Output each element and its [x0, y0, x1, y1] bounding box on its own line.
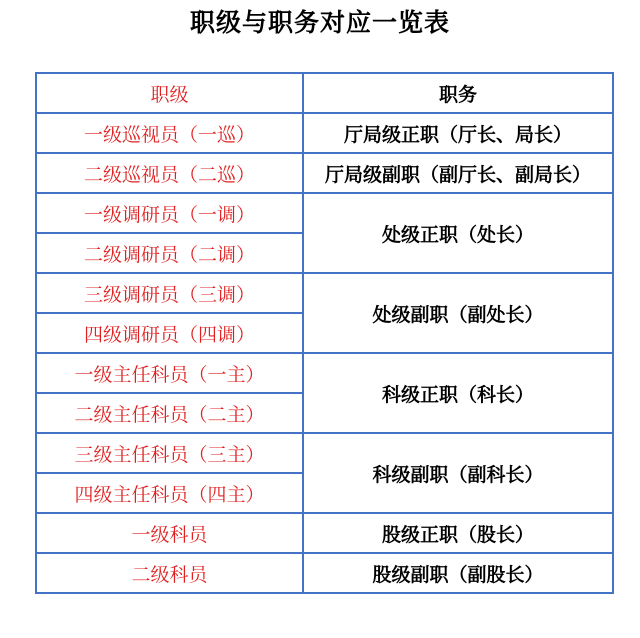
table-row: [36, 193, 613, 233]
table-row: [36, 113, 613, 153]
table-header-row: [36, 73, 613, 113]
table-row: [36, 513, 613, 553]
rank-cell: 一级巡视员（一巡）: [36, 113, 303, 153]
post-cell: 厅局级副职（副厅长、副局长）: [303, 153, 613, 193]
post-cell: 处级正职（处长）: [303, 193, 613, 273]
rank-cell: 一级主任科员（一主）: [36, 353, 303, 393]
rank-cell: 二级巡视员（二巡）: [36, 153, 303, 193]
post-cell: 股级正职（股长）: [303, 513, 613, 553]
rank-cell: 二级科员: [36, 553, 303, 593]
rank-cell: 二级调研员（二调）: [36, 233, 303, 273]
rank-cell: 一级调研员（一调）: [36, 193, 303, 233]
table-row: [36, 353, 613, 393]
rank-cell: 三级主任科员（三主）: [36, 433, 303, 473]
post-cell: 股级副职（副股长）: [303, 553, 613, 593]
rank-cell: 四级主任科员（四主）: [36, 473, 303, 513]
table-row: [36, 273, 613, 313]
page-title: 职级与职务对应一览表: [189, 8, 450, 37]
column-header-post: 职务: [303, 73, 613, 113]
post-cell: 厅局级正职（厅长、局长）: [303, 113, 613, 153]
table-row: [36, 153, 613, 193]
rank-post-table: [35, 72, 614, 594]
rank-cell: 三级调研员（三调）: [36, 273, 303, 313]
table-row: [36, 433, 613, 473]
column-header-rank: 职级: [36, 73, 303, 113]
table-row: [36, 553, 613, 593]
post-cell: 科级正职（科长）: [303, 353, 613, 433]
rank-cell: 四级调研员（四调）: [36, 313, 303, 353]
post-cell: 处级副职（副处长）: [303, 273, 613, 353]
rank-cell: 二级主任科员（二主）: [36, 393, 303, 433]
post-cell: 科级副职（副科长）: [303, 433, 613, 513]
rank-cell: 一级科员: [36, 513, 303, 553]
